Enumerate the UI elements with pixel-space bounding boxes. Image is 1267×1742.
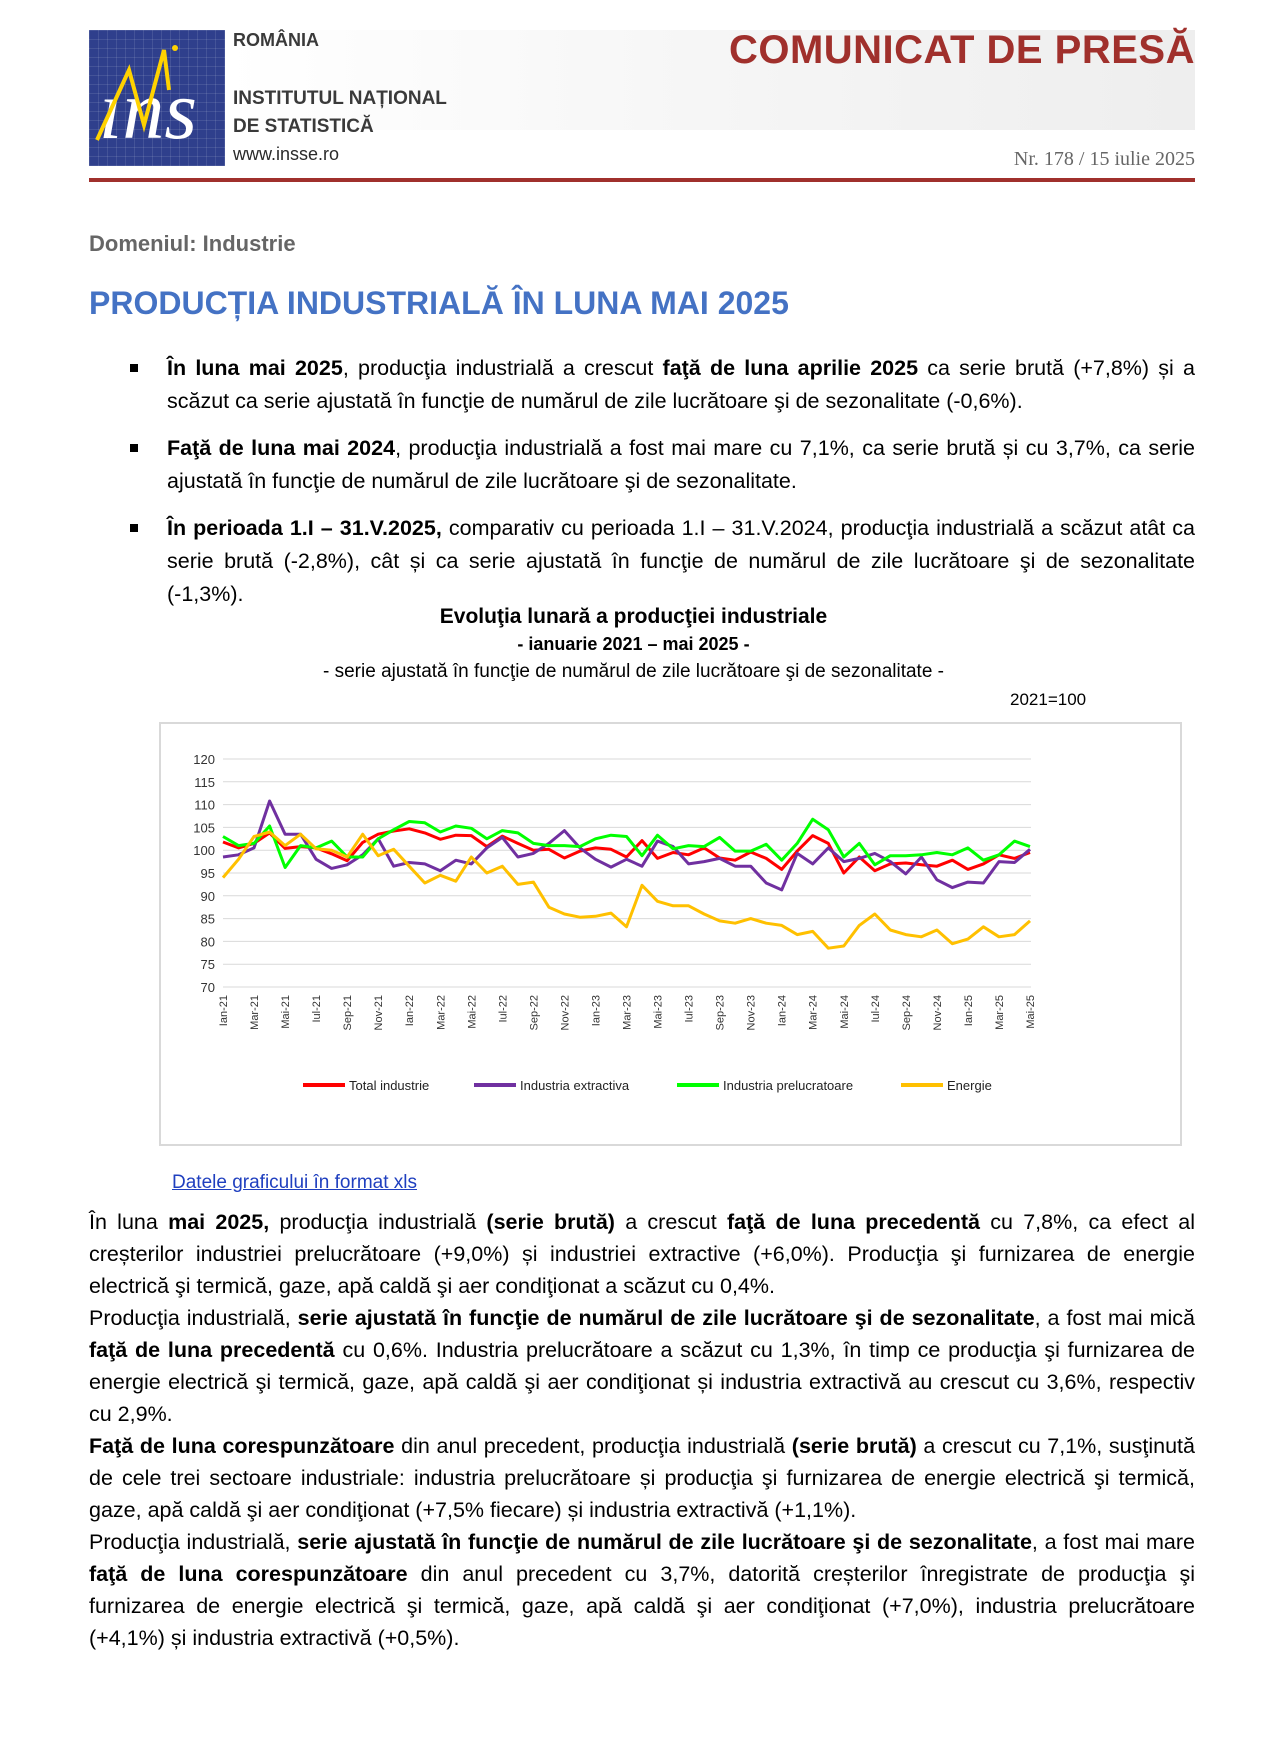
- x-tick-label: Mai-23: [652, 995, 665, 1029]
- y-tick-label: 120: [193, 752, 215, 767]
- press-release-number: Nr. 178 / 15 iulie 2025: [1013, 148, 1195, 170]
- x-tick-label: Mar-21: [249, 995, 262, 1030]
- domain-label: Domeniul: Industrie: [89, 231, 296, 256]
- legend-label: Industria extractiva: [520, 1078, 630, 1093]
- bullet-item: În luna mai 2025, producţia industrială a crescut faţă de luna aprilie 2025 ca serie brută (+7,8%) și a scăzut ca serie ajustată în funcţie de numărul de zile lucrătoare şi de sezonalitate (-0,6%).: [122, 352, 1195, 418]
- x-tick-label: Mar-25: [993, 995, 1006, 1030]
- x-tick-label: Iul-23: [683, 995, 696, 1023]
- series-line: [223, 832, 1030, 948]
- x-tick-label: Ian-24: [776, 995, 789, 1027]
- y-tick-label: 105: [193, 820, 215, 836]
- bullet-square-icon: [130, 364, 138, 372]
- chart-base-year: 2021=100: [1010, 690, 1087, 709]
- x-tick-label: Mai-21: [280, 995, 293, 1029]
- body-paragraph: Producţia industrială, serie ajustată în funcţie de numărul de zile lucrătoare şi de sezonalitate, a fost mai mică faţă de luna precedentă cu 0,6%. Industria prelucrătoare a scăzut cu 1,3%, în timp ce producţia şi furnizarea de energie electrică şi termică, gaze, apă caldă şi aer condiţionat și industria extractivă au crescut cu 3,6%, respectiv cu 2,9%.: [89, 1306, 1195, 1426]
- y-tick-label: 90: [200, 888, 215, 904]
- ins-logo: [89, 30, 225, 166]
- body-paragraph: Producţia industrială, serie ajustată în funcţie de numărul de zile lucrătoare şi de sezonalitate, a fost mai mare faţă de luna corespunzătoare din anul precedent cu 3,7%, datorită creșterilor înregistrate de producţia şi furnizarea de energie electrică şi termică, gaze, apă caldă şi aer condiţionat (+7,0%), industria prelucrătoare (+4,1%) și industria extractivă (+0,5%).: [89, 1530, 1195, 1650]
- body-paragraph: În luna mai 2025, producţia industrială (serie brută) a crescut faţă de luna precedentă cu 7,8%, ca efect al creșterilor industriei prelucrătoare (+9,0%) și industriei extractive (+6,0%). Producţia şi furnizarea de energie electrică şi termică, gaze, apă caldă şi aer condiţionat a scăzut cu 0,4%.: [89, 1210, 1196, 1298]
- x-tick-label: Nov-23: [745, 995, 758, 1031]
- org-country: ROMÂNIA: [233, 30, 319, 50]
- x-tick-label: Sep-21: [342, 995, 355, 1031]
- x-tick-label: Mar-23: [621, 995, 634, 1030]
- org-website[interactable]: www.insse.ro: [233, 144, 340, 164]
- bullet-square-icon: [130, 444, 138, 452]
- x-tick-label: Mai-22: [466, 995, 479, 1029]
- line-chart: [161, 724, 1180, 1144]
- y-tick-label: 115: [194, 774, 215, 790]
- x-tick-label: Sep-22: [528, 995, 541, 1031]
- x-tick-label: Mai-25: [1025, 995, 1037, 1029]
- x-tick-label: Mar-24: [807, 995, 820, 1030]
- header-divider: [89, 178, 1195, 182]
- x-tick-label: Sep-23: [714, 995, 727, 1031]
- y-tick-label: 110: [194, 797, 215, 813]
- org-name-line1: INSTITUTUL NAȚIONAL: [233, 88, 447, 109]
- x-tick-label: Ian-23: [590, 995, 603, 1027]
- y-tick-label: 85: [200, 911, 215, 927]
- bullet-square-icon: [130, 524, 138, 532]
- x-tick-label: Ian-22: [404, 995, 417, 1027]
- y-tick-label: 100: [193, 843, 215, 859]
- chart-subtitle: - serie ajustată în funcţie de numărul de zile lucrătoare şi de sezonalitate -: [323, 661, 944, 682]
- x-tick-label: Sep-24: [900, 995, 913, 1031]
- y-tick-label: 70: [200, 980, 215, 995]
- x-tick-label: Iul-24: [869, 995, 882, 1023]
- legend-label: Total industrie: [349, 1078, 430, 1093]
- legend-label: Energie: [947, 1078, 992, 1093]
- x-tick-label: Iul-21: [311, 995, 324, 1023]
- bullet-item: În perioada 1.I – 31.V.2025, comparativ cu perioada 1.I – 31.V.2024, producţia industrială a scăzut atât ca serie brută (-2,8%), cât și ca serie ajustată în funcţie de numărul de zile lucrătoare şi de sezonalitate (-1,3%).: [122, 512, 1195, 611]
- x-tick-label: Ian-25: [962, 995, 975, 1027]
- ins-logo-mark: [89, 30, 225, 166]
- chart-title: Evoluţia lunară a producţiei industriale: [439, 605, 828, 628]
- body-paragraph: Faţă de luna corespunzătoare din anul precedent, producţia industrială (serie brută) a crescut cu 7,1%, susţinută de cele trei sectoare industriale: industria prelucrătoare și producţia şi furnizarea de energie electrică şi termică, gaze, apă caldă şi aer condiţionat (+7,5% fiecare) și industria extractivă (+1,1%).: [89, 1434, 1195, 1522]
- press-release-title: COMUNICAT DE PRESĂ: [728, 28, 1195, 72]
- page-title: PRODUCȚIA INDUSTRIALĂ ÎN LUNA MAI 2025: [89, 285, 789, 321]
- summary-bullets: [122, 352, 1195, 625]
- bullet-item: Faţă de luna mai 2024, producţia industrială a fost mai mare cu 7,1%, ca serie brută și cu 3,7%, ca serie ajustată în funcţie de numărul de zile lucrătoare şi de sezonalitate.: [122, 432, 1195, 498]
- legend-label: Industria prelucratoare: [723, 1078, 854, 1093]
- svg-text:ıns: ıns: [99, 64, 198, 157]
- chart-period: - ianuarie 2021 – mai 2025 -: [517, 634, 750, 654]
- x-tick-label: Iul-22: [497, 995, 510, 1023]
- x-tick-label: Ian-21: [218, 995, 230, 1027]
- xls-data-link[interactable]: Datele graficului în format xls: [172, 1172, 417, 1193]
- x-tick-label: Nov-24: [931, 995, 944, 1031]
- body-text: [89, 1206, 1195, 1654]
- x-tick-label: Mar-22: [435, 995, 448, 1030]
- y-tick-label: 75: [200, 957, 215, 973]
- x-tick-label: Nov-22: [559, 995, 572, 1031]
- y-tick-label: 80: [200, 934, 215, 950]
- org-name-line2: DE STATISTICĂ: [233, 116, 374, 137]
- x-tick-label: Mai-24: [838, 995, 851, 1029]
- chart-frame: [159, 722, 1182, 1146]
- y-tick-label: 95: [200, 866, 215, 881]
- x-tick-label: Nov-21: [373, 995, 386, 1031]
- series-line: [223, 801, 1030, 890]
